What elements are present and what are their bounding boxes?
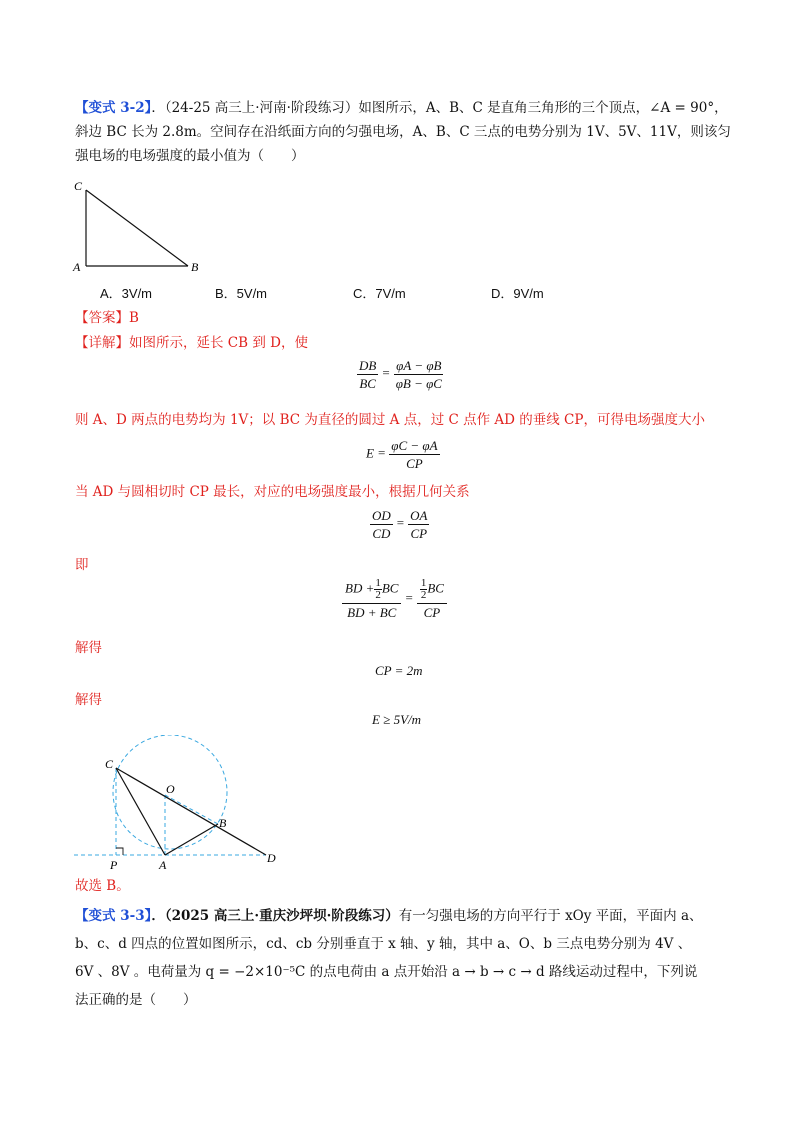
label-b: B (219, 816, 227, 830)
f4-rhs-num-b: BC (427, 580, 444, 596)
question-text-3: 6V 、8V 。电荷量为 q = −2×10⁻⁵C 的点电荷由 a 点开始沿 a → b → c → d 路线运动过程中，下列说 (75, 964, 698, 980)
f3-lhs-num: OD (372, 508, 391, 523)
triangle-figure (70, 176, 210, 276)
label-a: A (73, 260, 81, 274)
formula-ratio-db-bc: $\frac{DB}{BC}$ = $\frac{\varphi A - \varphi B}{\varphi B - \varphi C}$ (359, 358, 442, 391)
question-3-2-line1 (75, 96, 735, 120)
q33-line1 (75, 902, 735, 930)
f3-lhs-den: CD (372, 526, 391, 541)
option-c[interactable]: C．7V/m (353, 286, 406, 301)
question-text-2: 斜边 BC 长为 2.8m。空间存在沿纸面方向的匀强电场，A、B、C 三点的电势分别为 1V、5V、11V，则该匀 (75, 124, 731, 140)
f4-half-d: 2 (375, 589, 381, 601)
detail-text-3: 当 AD 与圆相切时 CP 最长，对应的电场强度最小，根据几何关系 (75, 484, 470, 500)
f1-rhs-num: φA − φB (396, 358, 442, 373)
formula-e-result: E ≥ 5V/m (372, 712, 422, 727)
f3-rhs-den: CP (410, 526, 428, 541)
detail-intro: 【详解】如图所示，延长 CB 到 D，使 (75, 335, 308, 351)
f3-rhs-num: OA (410, 508, 428, 523)
f4-rhs-den: CP (423, 605, 441, 620)
conclusion: 故选 B。 (75, 878, 130, 894)
question-3-3 (75, 902, 735, 1014)
answer: 【答案】B (75, 310, 139, 326)
f2-num: φC − φA (391, 438, 438, 453)
label-p: P (110, 858, 118, 872)
formula-bd-bc: BD + $\frac{1}{2}$ BC BD + BC = $\frac{1}{2}$ BC CP (342, 578, 447, 620)
formula-od-cd: $\frac{OD}{CD}$ = $\frac{OA}{CP}$ (372, 508, 428, 541)
f2-den: CP (406, 456, 423, 471)
question-text-3: 强电场的电场强度的最小值为（ ） (75, 148, 305, 164)
f1-lhs-num: DB (359, 358, 377, 373)
label-o: O (166, 782, 175, 796)
detail-text-5: 解得 (75, 640, 102, 656)
question-text-1: 有一匀强电场的方向平行于 xOy 平面，平面内 a、 (398, 908, 703, 924)
label-d: D (267, 851, 276, 865)
question-text-1: 如图所示，A、B、C 是直角三角形的三个顶点，∠A = 90°， (358, 100, 728, 116)
option-b[interactable]: B．5V/m (215, 286, 268, 301)
formula-cp: CP = 2m (375, 663, 423, 678)
label-a: A (159, 858, 167, 872)
f4-num-b: BC (381, 580, 399, 596)
question-text-2: b、c、d 四点的位置如图所示，cd、cb 分别垂直于 x 轴、y 轴，其中 a、O、b 三点电势分别为 4V 、 (75, 936, 692, 952)
f2-lhs: E (366, 445, 374, 461)
f4-den: BD + BC (347, 605, 397, 620)
f4-half-n: 1 (375, 577, 381, 589)
question-source: ．（24-25 高三上·河南·阶段练习） (151, 100, 359, 116)
detail-text-2: 则 A、D 两点的电势均为 1V；以 BC 为直径的圆过 A 点，过 C 点作 AD 的垂线 CP，可得电场强度大小 (75, 412, 705, 428)
label-c: C (105, 757, 114, 771)
f1-rhs-den: φB − φC (395, 376, 442, 391)
question-3-2 (75, 96, 735, 168)
label-c: C (74, 179, 83, 193)
detail-text-4: 即 (75, 557, 89, 573)
option-d[interactable]: D．9V/m (491, 286, 544, 301)
question-tag: 【变式 3-2】 (75, 100, 152, 116)
f4-rhs-half-n: 1 (420, 577, 427, 589)
f1-lhs-den: BC (359, 376, 376, 391)
option-a[interactable]: A．3V/m (100, 286, 153, 301)
circle-construction-figure (70, 735, 290, 875)
question-text-4: 法正确的是（ ） (75, 992, 197, 1008)
label-b: B (191, 260, 199, 274)
f4-rhs-half-d: 2 (420, 589, 427, 601)
detail-text-6: 解得 (75, 692, 102, 708)
f4-num-a: BD + (345, 580, 375, 596)
question-tag: 【变式 3-3】 (75, 908, 152, 924)
formula-e-field: E = $\frac{\varphi C - \varphi A}{CP}$ (366, 438, 438, 471)
question-source: ．（2025 高三上·重庆沙坪坝·阶段练习） (151, 908, 399, 924)
